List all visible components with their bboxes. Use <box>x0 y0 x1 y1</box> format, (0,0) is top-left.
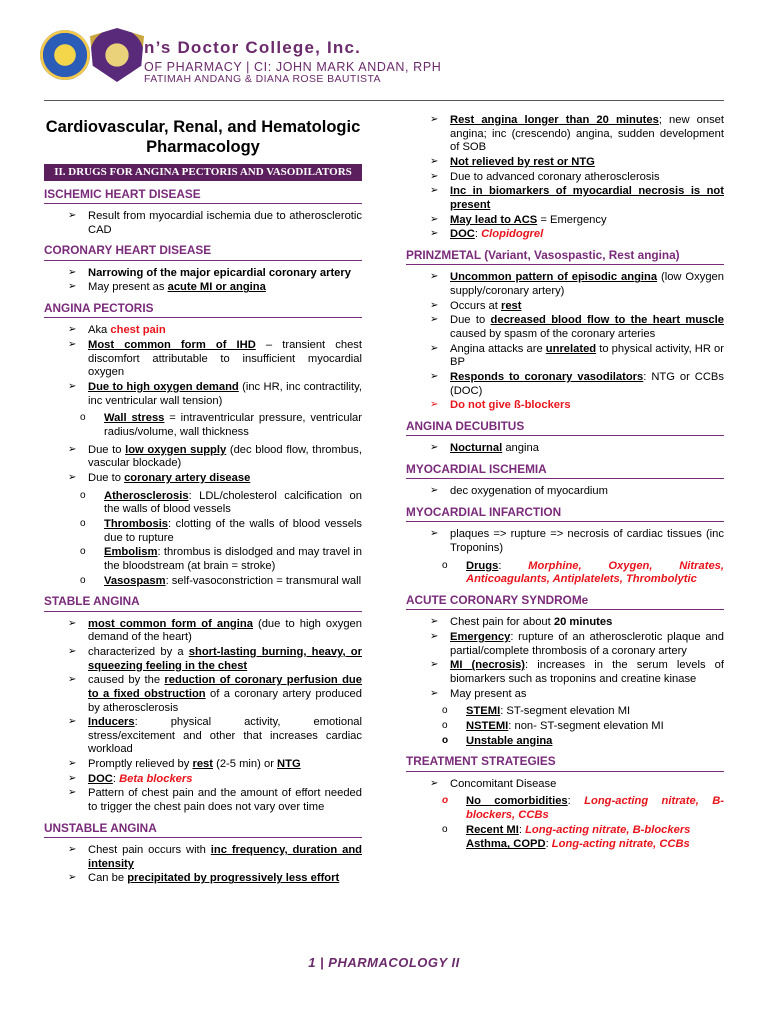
list-item: ➢ most common form of angina (due to high oxygen demand of the heart) <box>68 617 362 644</box>
unstable-angina-list <box>44 844 362 886</box>
oxygen-demand-sublist <box>68 412 362 439</box>
list-item: o Unstable angina <box>442 734 553 747</box>
list-item: o No comorbidities: Long-acting nitrate, B-blockers, CCBs <box>442 795 725 821</box>
heading-treatment-strategies: TREATMENT STRATEGIES <box>406 754 724 771</box>
list-item: o Drugs: Morphine, Oxygen, Nitrates, Anticoagulants, Antiplatelets, Thrombolytic <box>442 559 724 586</box>
list-item: ➢ Inducers: physical activity, emotional stress/excitement and other that increases cardiac workload <box>68 716 362 756</box>
acs-list <box>406 616 724 701</box>
list-item: ➢ Angina attacks are unrelated to physical activity, HR or BP <box>430 342 725 369</box>
list-item: o Wall stress = intraventricular pressure, ventricular radius/volume, wall thickness <box>80 412 362 438</box>
list-item: ➢ Rest angina longer than 20 minutes; new onset angina; inc (crescendo) angina, sudden development of SOB <box>430 114 725 154</box>
list-item: ➢ May present as acute MI or angina <box>68 281 266 294</box>
department-line: OF PHARMACY | CI: JOHN MARK ANDAN, RPH <box>144 60 442 74</box>
list-item: ➢ MI (necrosis): increases in the serum levels of biomarkers such as troponins and creatine kinase <box>430 659 724 685</box>
list-item: ➢ Concomitant Disease <box>430 777 557 790</box>
list-item: ➢ Chest pain for about 20 minutes <box>430 616 613 629</box>
heading-myocardial-ischemia: MYOCARDIAL ISCHEMIA <box>406 462 724 479</box>
list-item: ➢ Do not give ß-blockers <box>430 399 571 412</box>
angina-decubitus-list <box>406 442 724 456</box>
list-item: ➢ May present as <box>430 687 527 700</box>
list-item: ➢ Due to advanced coronary atherosclerosis <box>430 170 660 183</box>
college-crest-logo <box>90 28 144 82</box>
mi-drugs-sublist <box>430 560 724 587</box>
list-item: ➢ Chest pain occurs with inc frequency, duration and intensity <box>68 844 362 870</box>
heading-prinzmetal: PRINZMETAL (Variant, Vasospastic, Rest angina) <box>406 248 724 265</box>
list-item: ➢ Can be precipitated by progressively less effort <box>68 872 340 885</box>
treatment-list <box>406 778 724 792</box>
heading-myocardial-infarction: MYOCARDIAL INFARCTION <box>406 505 724 522</box>
list-item: o STEMI: ST-segment elevation MI <box>442 705 631 718</box>
list-item: ➢ Occurs at rest <box>430 299 522 312</box>
list-item: ➢ Promptly relieved by rest (2-5 min) or NTG <box>68 758 301 771</box>
myocardial-infarction-list <box>406 528 724 555</box>
cad-sublist <box>68 490 362 589</box>
list-item: ➢ Uncommon pattern of episodic angina (low Oxygen supply/coronary artery) <box>430 271 724 297</box>
header-divider <box>44 100 724 101</box>
heading-ischemic-heart-disease: ISCHEMIC HEART DISEASE <box>44 187 362 204</box>
list-item: ➢ Due to high oxygen demand (inc HR, inc contractility, inc ventricular wall tension) <box>68 380 362 407</box>
list-item: ➢ Emergency: rupture of an atherosclerotic plaque and partial/complete thrombosis of a coronary artery <box>430 631 724 657</box>
document-title: Cardiovascular, Renal, and Hematologic Pharmacology <box>45 118 361 156</box>
acs-presentation-sublist <box>430 705 724 748</box>
list-item: ➢ characterized by a short-lasting burning, heavy, or squeezing feeling in the chest <box>68 645 362 672</box>
list-item: Asthma, COPD: Long-acting nitrate, CCBs <box>466 838 690 851</box>
list-item: ➢ May lead to ACS = Emergency <box>430 213 607 226</box>
college-logos <box>40 28 160 84</box>
heading-coronary-heart-disease: CORONARY HEART DISEASE <box>44 243 362 260</box>
stable-angina-list <box>44 618 362 815</box>
right-column <box>406 114 724 856</box>
list-item: ➢ Due to decreased blood flow to the heart muscle caused by spasm of the coronary arteries <box>430 314 724 340</box>
list-item: ➢ Due to coronary artery disease <box>68 471 251 484</box>
angina-pectoris-list <box>44 324 362 408</box>
page-header <box>0 0 768 100</box>
heading-unstable-angina: UNSTABLE ANGINA <box>44 821 362 838</box>
myocardial-ischemia-list <box>406 485 724 499</box>
list-item: ➢ Inc in biomarkers of myocardial necrosis is not present <box>430 185 724 211</box>
ihd-list <box>44 210 362 237</box>
list-item: o NSTEMI: non- ST-segment elevation MI <box>442 719 664 732</box>
heading-stable-angina: STABLE ANGINA <box>44 594 362 611</box>
list-item: ➢ dec oxygenation of myocardium <box>430 485 608 498</box>
heading-acute-coronary-syndrome: ACUTE CORONARY SYNDROMe <box>406 593 724 610</box>
unstable-angina-list-cont <box>406 114 724 242</box>
kidapawan-logo <box>40 30 90 80</box>
page-footer: 1 | PHARMACOLOGY II <box>308 955 460 970</box>
list-item: ➢ Responds to coronary vasodilators: NTG or CCBs (DOC) <box>430 370 724 397</box>
list-item: ➢ Narrowing of the major epicardial coronary artery <box>68 266 351 279</box>
list-item: ➢ Aka chest pain <box>68 324 166 337</box>
list-item: o Thrombosis: clotting of the walls of blood vessels due to rupture <box>80 517 362 544</box>
list-item: ➢ Pattern of chest pain and the amount of effort needed to trigger the chest pain does not vary over time <box>68 787 362 814</box>
chd-list <box>44 267 362 295</box>
college-name: n’s Doctor College, Inc. <box>144 38 362 57</box>
list-item: ➢ Most common form of IHD – transient chest discomfort attributable to insufficient myocardial oxygen <box>68 339 362 379</box>
treatment-sublist <box>430 795 724 852</box>
list-item: ➢ Not relieved by rest or NTG <box>430 155 595 168</box>
list-item: o Recent MI: Long-acting nitrate, B-blockers <box>442 823 691 836</box>
heading-angina-decubitus: ANGINA DECUBITUS <box>406 419 724 436</box>
left-column <box>44 110 362 890</box>
angina-pectoris-list-cont <box>44 444 362 486</box>
list-item: o Vasospasm: self-vasoconstriction = transmural wall <box>80 574 362 587</box>
list-item: ➢ Result from myocardial ischemia due to atherosclerotic CAD <box>68 209 362 236</box>
prinzmetal-list <box>406 271 724 413</box>
list-item: o Embolism: thrombus is dislodged and may travel in the bloodstream (at brain = stroke) <box>80 546 362 572</box>
list-item: ➢ plaques => rupture => necrosis of cardiac tissues (inc Troponins) <box>430 528 724 554</box>
list-item: ➢ DOC: Beta blockers <box>68 772 193 785</box>
list-item: o Atherosclerosis: LDL/cholesterol calcification on the walls of blood vessels <box>80 489 362 516</box>
list-item: ➢ DOC: Clopidogrel <box>430 228 544 241</box>
list-item: ➢ caused by the reduction of coronary perfusion due to a fixed obstruction of a coronary artery produced by atherosclerosis <box>68 674 362 714</box>
list-item: ➢ Nocturnal angina <box>430 442 539 455</box>
list-item: ➢ Due to low oxygen supply (dec blood flow, thrombus, vascular blockade) <box>68 443 362 470</box>
section-banner: II. DRUGS FOR ANGINA PECTORIS AND VASODILATORS <box>44 164 362 181</box>
heading-angina-pectoris: ANGINA PECTORIS <box>44 301 362 318</box>
authors-line: FATIMAH ANDANG & DIANA ROSE BAUTISTA <box>144 73 381 85</box>
